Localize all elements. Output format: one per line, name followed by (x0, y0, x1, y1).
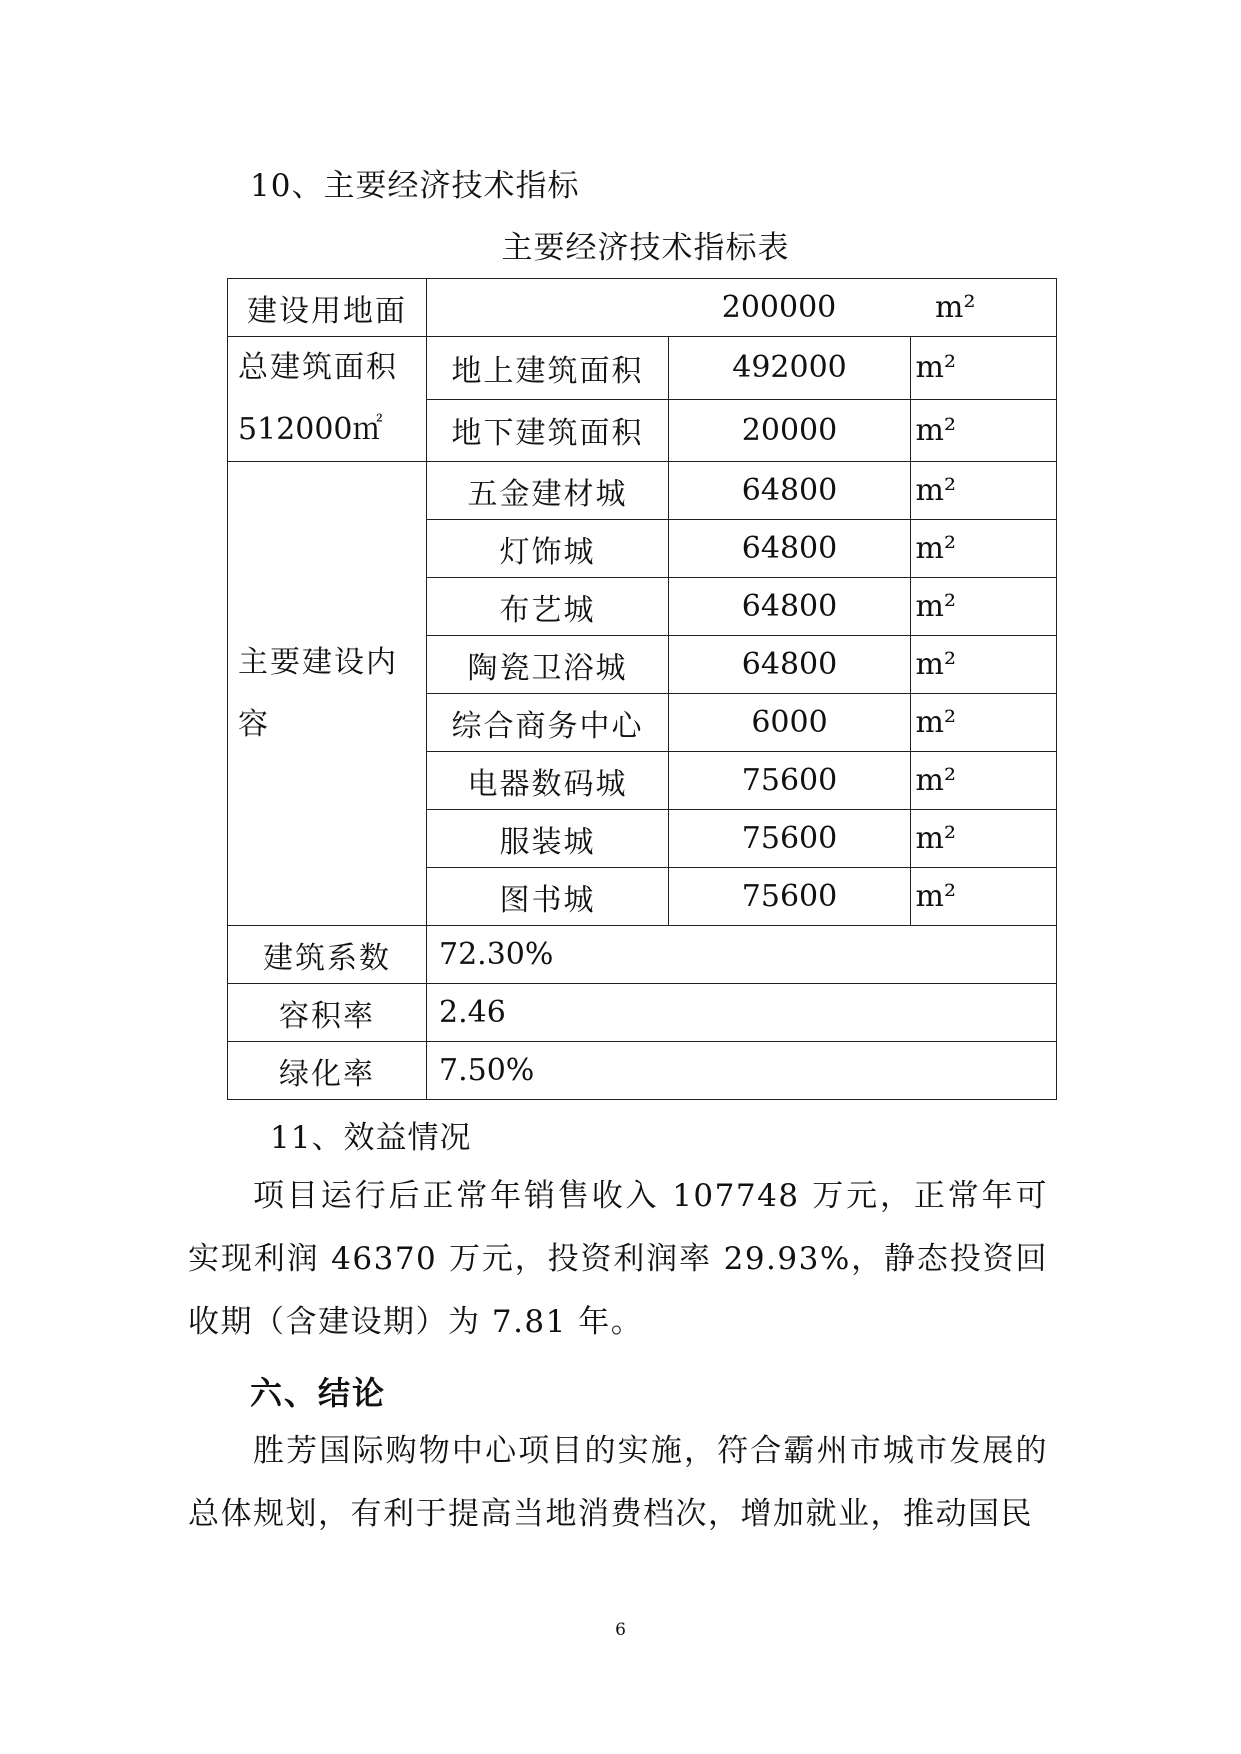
land-area-unit: m² (935, 290, 976, 325)
table-row (228, 337, 1057, 400)
row-unit: m² (911, 636, 1057, 694)
table-row (228, 1042, 1057, 1100)
table-row (228, 926, 1057, 984)
row-name: 综合商务中心 (427, 694, 669, 752)
ratio-label: 容积率 (228, 984, 427, 1042)
conclusion-paragraph: 胜芳国际购物中心项目的实施，符合霸州市城市发展的总体规划，有利于提高当地消费档次，增加就业，推动国民 (188, 1433, 1048, 1532)
row-value: 64800 (669, 462, 911, 520)
main-content-label-line2: 容 (238, 706, 270, 742)
benefit-paragraph: 项目运行后正常年销售收入 107748 万元，正常年可实现利润 46370 万元，投资利润率 29.93%，静态投资回收期（含建设期）为 7.81 年。 (188, 1178, 1048, 1340)
row-value: 64800 (669, 636, 911, 694)
table-caption: 主要经济技术指标表 (501, 230, 790, 266)
row-value: 64800 (669, 520, 911, 578)
ratio-value: 7.50% (427, 1042, 1057, 1100)
row-unit: m² (911, 337, 1057, 400)
total-area-label (228, 337, 427, 462)
row-value: 20000 (669, 399, 911, 462)
row-unit: m² (911, 694, 1057, 752)
ratio-label: 绿化率 (228, 1042, 427, 1100)
row-value: 64800 (669, 578, 911, 636)
row-unit: m² (911, 520, 1057, 578)
row-name: 服装城 (427, 810, 669, 868)
row-name: 地下建筑面积 (427, 399, 669, 462)
row-unit: m² (911, 810, 1057, 868)
ratio-value: 72.30% (427, 926, 1057, 984)
table-row (228, 462, 1057, 520)
row-unit: m² (911, 868, 1057, 926)
conclusion-heading: 六、结论 (250, 1374, 387, 1412)
main-content-label (228, 462, 427, 926)
ratio-value: 2.46 (427, 984, 1057, 1042)
row-value: 75600 (669, 810, 911, 868)
row-unit: m² (911, 752, 1057, 810)
row-name: 五金建材城 (427, 462, 669, 520)
section-11-heading: 11、效益情况 (270, 1120, 472, 1156)
total-area-label-line2: 512000㎡ (238, 412, 383, 447)
main-content-label-line1: 主要建设内 (238, 644, 398, 680)
ratio-label: 建筑系数 (228, 926, 427, 984)
row-unit: m² (911, 462, 1057, 520)
row-name: 布艺城 (427, 578, 669, 636)
table-row (228, 279, 1057, 337)
total-area-label-line1: 总建筑面积 (238, 350, 398, 385)
row-unit: m² (911, 578, 1057, 636)
page-number: 6 (615, 1620, 626, 1640)
row-value: 75600 (669, 868, 911, 926)
section-10-heading: 10、主要经济技术指标 (250, 168, 580, 204)
indicator-table (227, 278, 1057, 1100)
table-row (228, 984, 1057, 1042)
row-name: 灯饰城 (427, 520, 669, 578)
row-value: 75600 (669, 752, 911, 810)
row-unit: m² (911, 399, 1057, 462)
row-name: 陶瓷卫浴城 (427, 636, 669, 694)
land-area-label: 建设用地面 (228, 279, 427, 337)
row-name: 电器数码城 (427, 752, 669, 810)
row-name: 图书城 (427, 868, 669, 926)
row-name: 地上建筑面积 (427, 337, 669, 400)
row-value: 492000 (669, 337, 911, 400)
land-area-value: 200000 (721, 290, 837, 325)
land-area-value-cell (427, 279, 1057, 337)
row-value: 6000 (669, 694, 911, 752)
